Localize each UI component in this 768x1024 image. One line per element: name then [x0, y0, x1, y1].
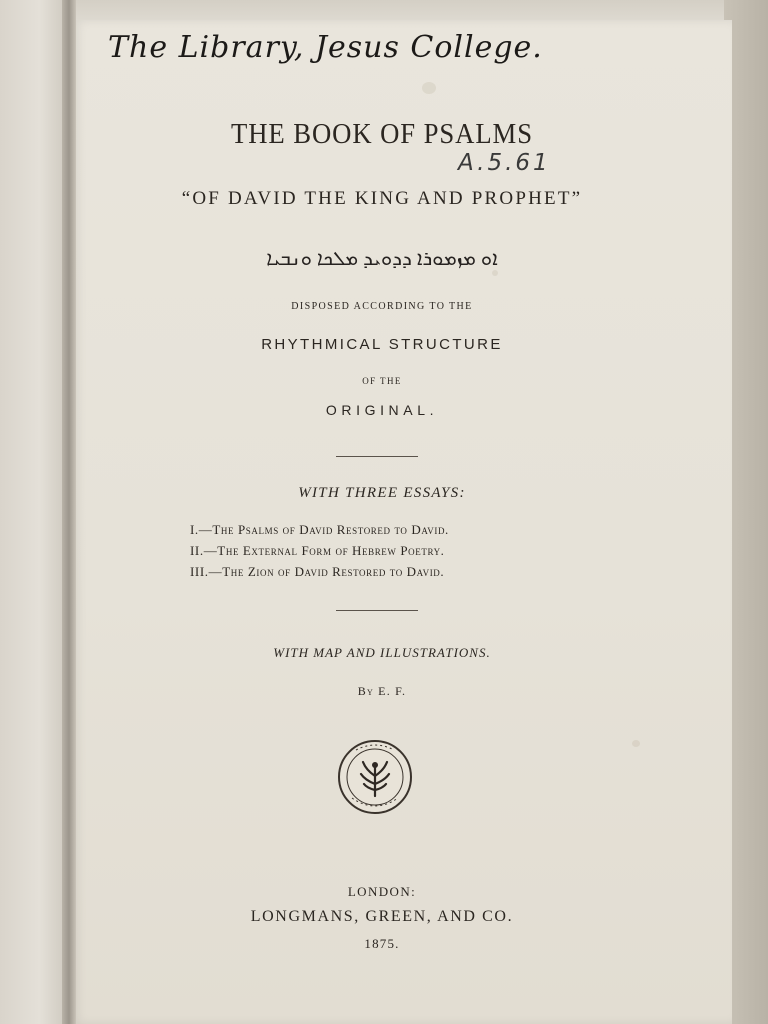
rhythmical-structure: RHYTHMICAL STRUCTURE: [261, 336, 503, 353]
essay-item: I.—The Psalms of David Restored to David.: [190, 522, 449, 537]
publication-place: LONDON:: [347, 884, 417, 899]
author-byline: By E. F.: [357, 684, 407, 698]
essay-item: II.—The External Form of Hebrew Poetry.: [190, 543, 445, 558]
handwritten-inscription: The Library, Jesus College.: [108, 30, 543, 65]
divider: [336, 456, 418, 457]
with-map-line: WITH MAP AND ILLUSTRATIONS.: [273, 645, 491, 660]
disposed-line: DISPOSED ACCORDING TO THE: [291, 301, 473, 312]
book-title: THE BOOK OF PSALMS: [231, 118, 533, 150]
facing-page: [0, 0, 66, 1024]
of-the-line: OF THE: [362, 376, 402, 386]
essays-heading: WITH THREE ESSAYS:: [298, 485, 466, 501]
shelfmark: A.5.61: [458, 150, 551, 176]
syriac-title: ܐܘ ܡܙܡܘܪܐ ܕܕܘܝܕ ܡܠܟܐ ܘܢܒܝܐ: [266, 248, 498, 270]
top-edge: [66, 0, 768, 22]
book-gutter: [62, 0, 76, 1024]
publication-year: 1875.: [364, 936, 400, 951]
divider: [336, 610, 418, 611]
book-subtitle: “OF DAVID THE KING AND PROPHET”: [181, 188, 583, 209]
original-line: ORIGINAL.: [325, 402, 439, 418]
coin-emblem-icon: [336, 738, 414, 816]
publisher-name: LONGMANS, GREEN, AND CO.: [250, 908, 514, 925]
essay-item: III.—The Zion of David Restored to David.: [190, 564, 445, 579]
